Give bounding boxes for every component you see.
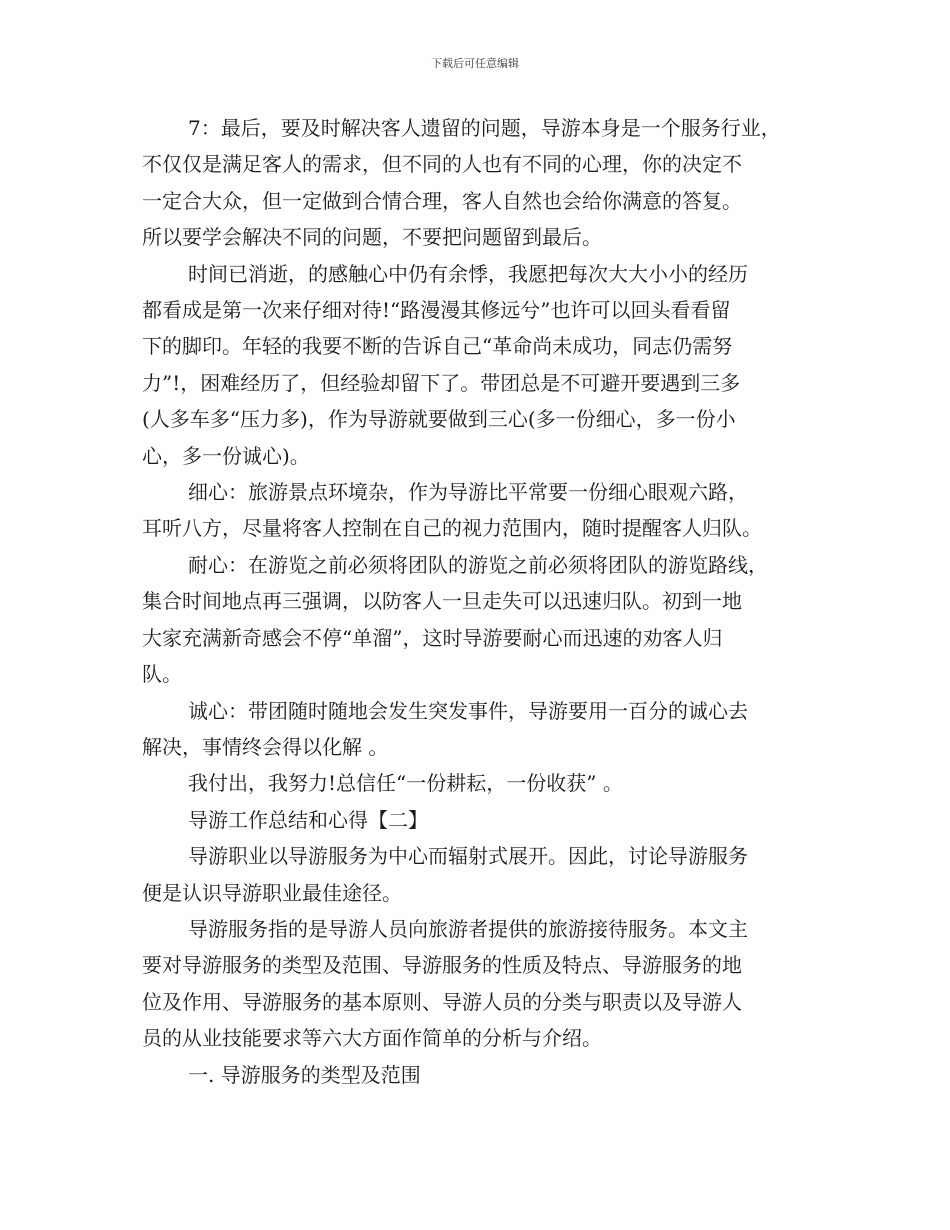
text-line: 不仅仅是满足客人的需求，但不同的人也有不同的心理，你的决定不 [142, 152, 742, 177]
heading-text: 一. 导游服务的类型及范围 [188, 1062, 421, 1087]
text-line: 便是认识导游职业最佳途径。 [142, 880, 402, 905]
text-line: 队。 [142, 662, 182, 687]
text-line: 诚心：带团随时随地会发生突发事件，导游要用一百分的诚心去 [188, 698, 748, 723]
paragraph [142, 693, 812, 766]
paragraph [142, 547, 812, 693]
paragraph [142, 911, 812, 1057]
text-line: 都看成是第一次来仔细对待!“路漫漫其修远兮”也许可以回头看看留 [142, 298, 731, 323]
text-line: 下的脚印。年轻的我要不断的告诉自己“革命尚未成功，同志仍需努 [142, 334, 733, 359]
text-line: 我付出，我努力!总信任“一份耕耘，一份收获” 。 [188, 771, 623, 796]
page-header: 下载后可任意编辑 [431, 57, 519, 70]
text-line: 大家充满新奇感会不停“单溜”，这时导游要耐心而迅速的劝客人归 [142, 625, 723, 650]
text-line: 心，多一份诚心)。 [142, 443, 310, 468]
text-line: 集合时间地点再三强调，以防客人一旦走失可以迅速归队。初到一地 [142, 589, 742, 614]
text-line: 导游服务指的是导游人员向旅游者提供的旅游接待服务。本文主 [188, 916, 748, 941]
text-line: 一定合大众，但一定做到合情合理，客人自然也会给你满意的答复。 [142, 188, 742, 213]
text-line: 耐心：在游览之前必须将团队的游览之前必须将团队的游览路线， [188, 552, 768, 577]
text-line: (人多车多“压力多)，作为导游就要做到三心(多一份细心，多一份小 [142, 407, 736, 432]
text-line: 员的从业技能要求等六大方面作简单的分析与介绍。 [142, 1026, 602, 1051]
text-line: 解决，事情终会得以化解 。 [142, 734, 389, 759]
heading-text: 导游工作总结和心得【二】 [188, 807, 428, 832]
text-line: 要对导游服务的类型及范围、导游服务的性质及特点、导游服务的地 [142, 953, 742, 978]
section-heading [142, 802, 812, 838]
paragraph [142, 256, 812, 474]
text-line: 力”!，困难经历了，但经验却留下了。带团总是不可避开要遇到三多 [142, 370, 741, 395]
document-body [142, 110, 812, 1093]
text-line: 位及作用、导游服务的基本原则、导游人员的分类与职责以及导游人 [142, 989, 742, 1014]
subsection-heading [142, 1057, 812, 1093]
text-line: 所以要学会解决不同的问题，不要把问题留到最后。 [142, 225, 602, 250]
paragraph [142, 474, 812, 547]
text-line: 导游职业以导游服务为中心而辐射式展开。因此，讨论导游服务 [188, 844, 748, 869]
text-line: 7：最后，要及时解决客人遗留的问题，导游本身是一个服务行业， [188, 116, 781, 140]
text-line: 耳听八方，尽量将客人控制在自己的视力范围内，随时提醒客人归队。 [142, 516, 762, 541]
text-line: 时间已消逝，的感触心中仍有余悸，我愿把每次大大小小的经历 [188, 261, 748, 286]
paragraph [142, 110, 812, 256]
paragraph [142, 765, 812, 801]
text-line: 细心：旅游景点环境杂，作为导游比平常要一份细心眼观六路， [188, 480, 748, 505]
paragraph [142, 838, 812, 911]
